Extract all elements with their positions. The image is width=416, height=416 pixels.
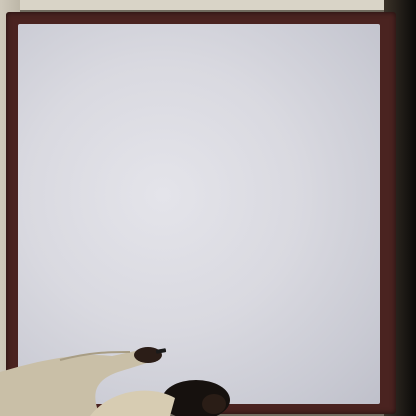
- face: [202, 394, 226, 414]
- marker: [156, 348, 167, 354]
- shoulder: [90, 391, 175, 416]
- hand: [134, 347, 162, 363]
